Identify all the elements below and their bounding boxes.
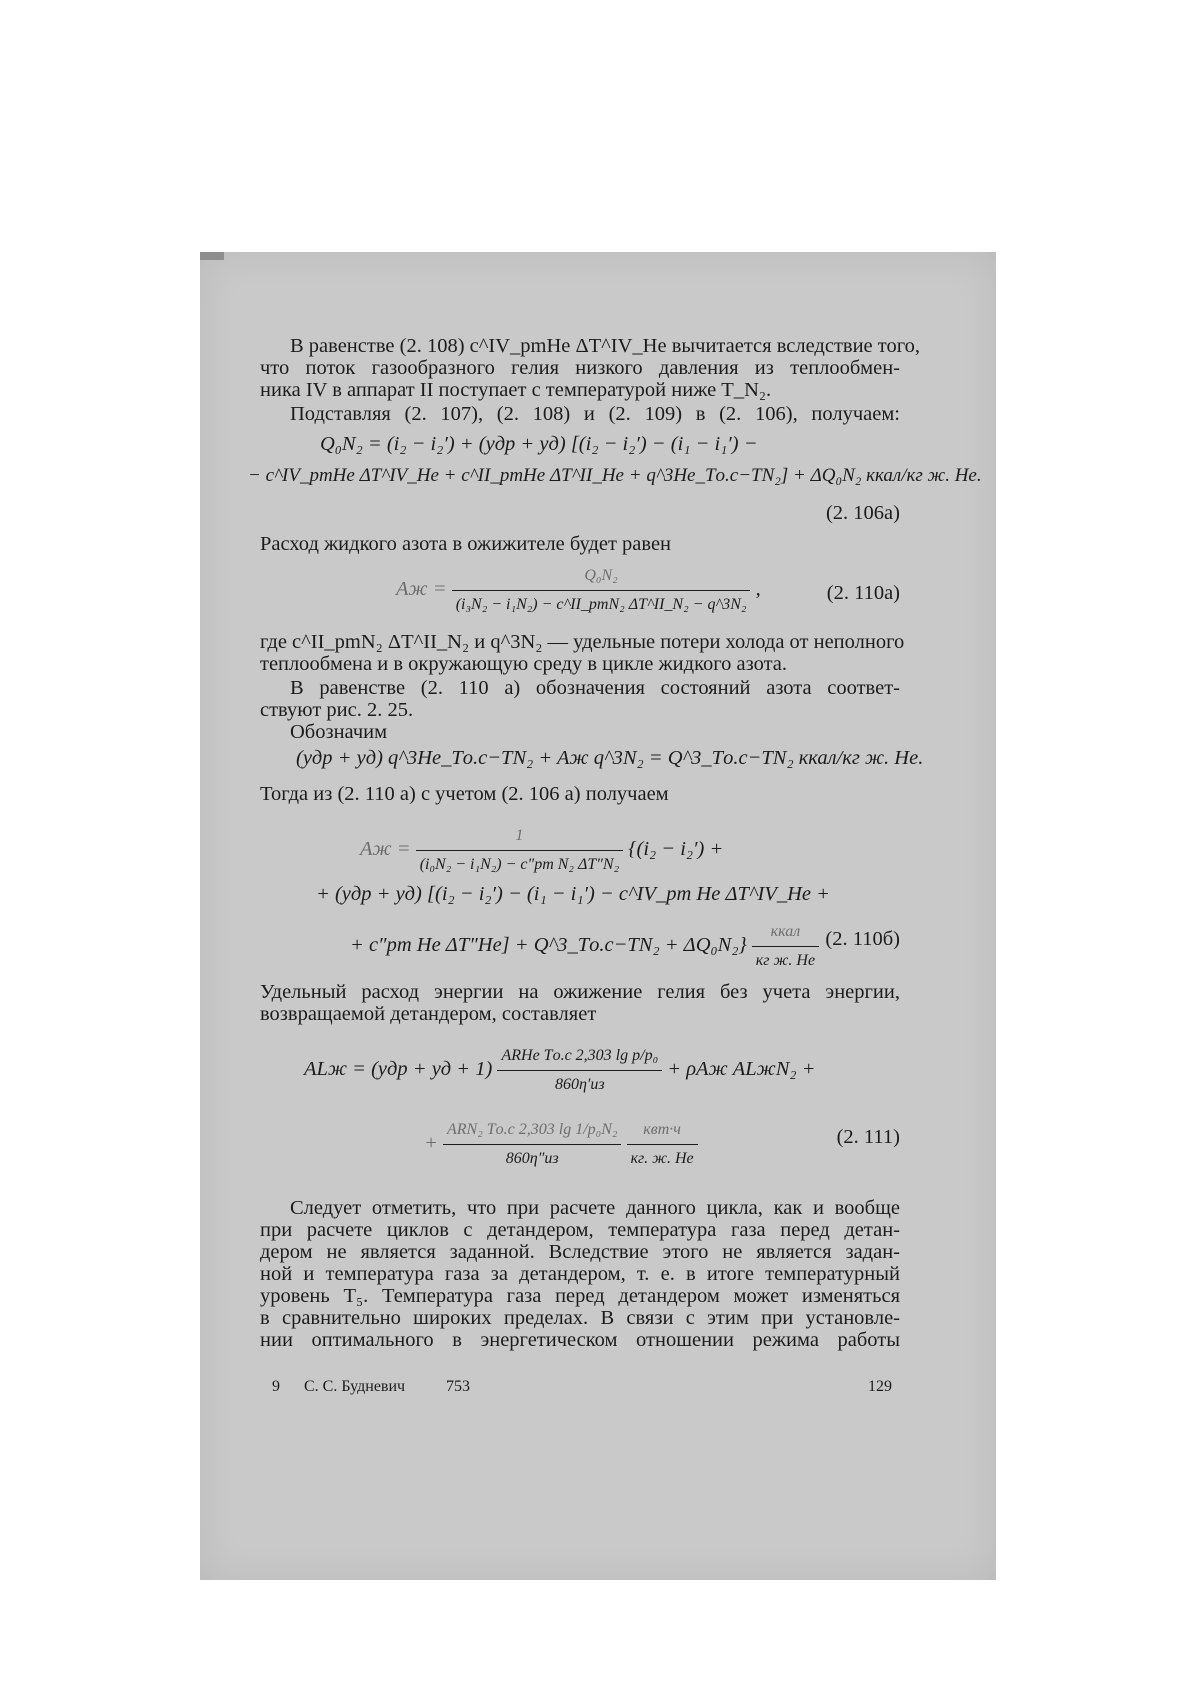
para5-line1: В равенстве (2. 110 a) обозначения состояний азота соответ- (290, 677, 900, 699)
eq-110a (396, 564, 761, 617)
eq-110b-line3 (350, 920, 819, 973)
para8-line1: Удельный расход энергии на ожижение гелия без учета энергии, (260, 981, 900, 1003)
footer-sheet-number: 9 (272, 1378, 280, 1395)
para3: Расход жидкого азота в ожижителе будет равен (260, 533, 672, 555)
eq-110b-fraction (416, 824, 623, 877)
eq-110b-line2: + (yдр + yд) [(i₂ − i₂′) − (i₁ − i₁′) − c^IV_pm He ΔT^IV_He + (316, 883, 830, 905)
eq-111-fraction2 (443, 1118, 621, 1171)
para6: Обозначим (290, 721, 388, 743)
para4-line1: где c^II_pmN₂ ΔT^II_N₂ и q^3N₂ — удельные потери холода от неполного (260, 631, 905, 653)
eq-111-num1: ARHe Tо.с 2,303 lg p/p₀ (497, 1044, 662, 1071)
eq-110b-unit-den: кг ж. He (755, 952, 816, 969)
eq-110b-unit (752, 920, 819, 973)
footer-code: 753 (446, 1378, 470, 1395)
para1-line3: ника IV в аппарат II поступает с температурой ниже T_N₂. (260, 379, 772, 401)
scan-edge-mark (200, 252, 224, 260)
eq-110b-tail: {(i₂ − i₂′) + (628, 838, 724, 861)
scanned-page (200, 252, 996, 1580)
eq-110b-numerator: 1 (416, 824, 623, 851)
eq-110b-lhs: Aж = (360, 838, 411, 861)
eq-111-unit (627, 1118, 698, 1171)
eq-106a-line1: Q₀N₂ = (i₂ − i₂′) + (yдр + yд) [(i₂ − i₂′) − (i₁ − i₁′) − (320, 433, 758, 455)
eq-110b-line3-text: + c″pm He ΔT″He] + Q^3_Tо.с−TN₂ + ΔQ₀N₂} (350, 934, 747, 957)
eq-110b-number: (2. 110б) (825, 928, 900, 950)
para2: Подставляя (2. 107), (2. 108) и (2. 109) в (2. 106), получаем: (290, 403, 900, 425)
eq-110a-denominator: (i₃N₂ − i₁N₂) − c^II_pmN₂ ΔT^II_N₂ − q^3N₂ (455, 596, 747, 613)
eq-111-den1: 860η′из (554, 1076, 605, 1093)
footer-author: С. С. Будневич (304, 1378, 406, 1395)
eq-110a-fraction (452, 564, 751, 617)
eq-111-unit-den: кг. ж. He (630, 1150, 694, 1167)
eq-110a-number: (2. 110a) (826, 582, 900, 604)
footer-page-number: 129 (868, 1378, 892, 1395)
eq-111-den2: 860η″из (505, 1150, 559, 1167)
eq-111-line2: + $\frac{\text{ARN₂ Tо.с 2,303 lg 1/p₀N₂}}{860\eta''из}$ $\frac{\text{квт·ч}}{кг. ж. He}$ (424, 1118, 698, 1171)
para9-line1: Следует отметить, что при расчете данного цикла, как и вообще (290, 1197, 900, 1219)
para9-line6: в сравнительно широких пределах. В связи с этим при установле- (260, 1307, 900, 1329)
para9-line4: ной и температура газа за детандером, т. е. в итоге температурный (260, 1263, 900, 1285)
eq-111-line1 (304, 1044, 816, 1097)
para5-line2: ствуют рис. 2. 25. (260, 699, 414, 721)
para8-line2: возвращаемой детандером, составляет (260, 1003, 597, 1025)
eq-111-fraction1 (497, 1044, 662, 1097)
eq-106a-line2: − c^IV_pmHe ΔT^IV_He + c^II_pmHe ΔT^II_He + q^3He_Tо.с−TN₂] + ΔQ₀N₂ ккал/кг ж. He. (248, 465, 982, 486)
para9-line7: нии оптимального в энергетическом отношении режима работы (260, 1329, 900, 1351)
para7: Тогда из (2. 110 a) с учетом (2. 106 a) получаем (260, 783, 669, 805)
para9-line2: при расчете циклов с детандером, температура газа перед детан- (260, 1219, 900, 1241)
eq-110b-unit-num: ккал (752, 920, 819, 947)
eq-110b-line1 (360, 824, 723, 877)
eq-111-number: (2. 111) (836, 1126, 900, 1148)
eq-110b-denominator: (i₀N₂ − i₁N₂) − c″pm N₂ ΔT″N₂ (419, 856, 620, 873)
eq-111-unit-num: квт·ч (627, 1118, 698, 1145)
eq-106a-number: (2. 106a) (825, 502, 900, 524)
eq-110a-lhs: Aж = (396, 578, 447, 601)
eq-define: (yдр + yд) q^3He_Tо.с−TN₂ + Aж q^3N₂ = Q^3_Tо.с−TN₂ ккал/кг ж. He. (296, 747, 924, 769)
para4-line2: теплообмена и в окружающую среду в цикле жидкого азота. (260, 653, 788, 675)
eq-111-num2: ARN₂ Tо.с 2,303 lg 1/p₀N₂ (443, 1118, 621, 1145)
eq-110a-numerator: Q₀N₂ (452, 564, 751, 591)
para1-line2: что поток газообразного гелия низкого давления из теплообмен- (260, 357, 900, 379)
eq-110a-tail: , (755, 578, 761, 601)
eq-111-mid: + ρAж ALжN₂ + (667, 1058, 816, 1081)
para9-line3: дером не является заданной. Вследствие этого не является задан- (260, 1241, 900, 1263)
para1-line1: В равенстве (2. 108) c^IV_pmHe ΔT^IV_He вычитается вследствие того, (290, 335, 920, 357)
para9-line5: уровень T₅. Температура газа перед детандером может изменяться (260, 1285, 900, 1307)
eq-111-lhs: ALж = (yдр + yд + 1) (304, 1058, 493, 1081)
